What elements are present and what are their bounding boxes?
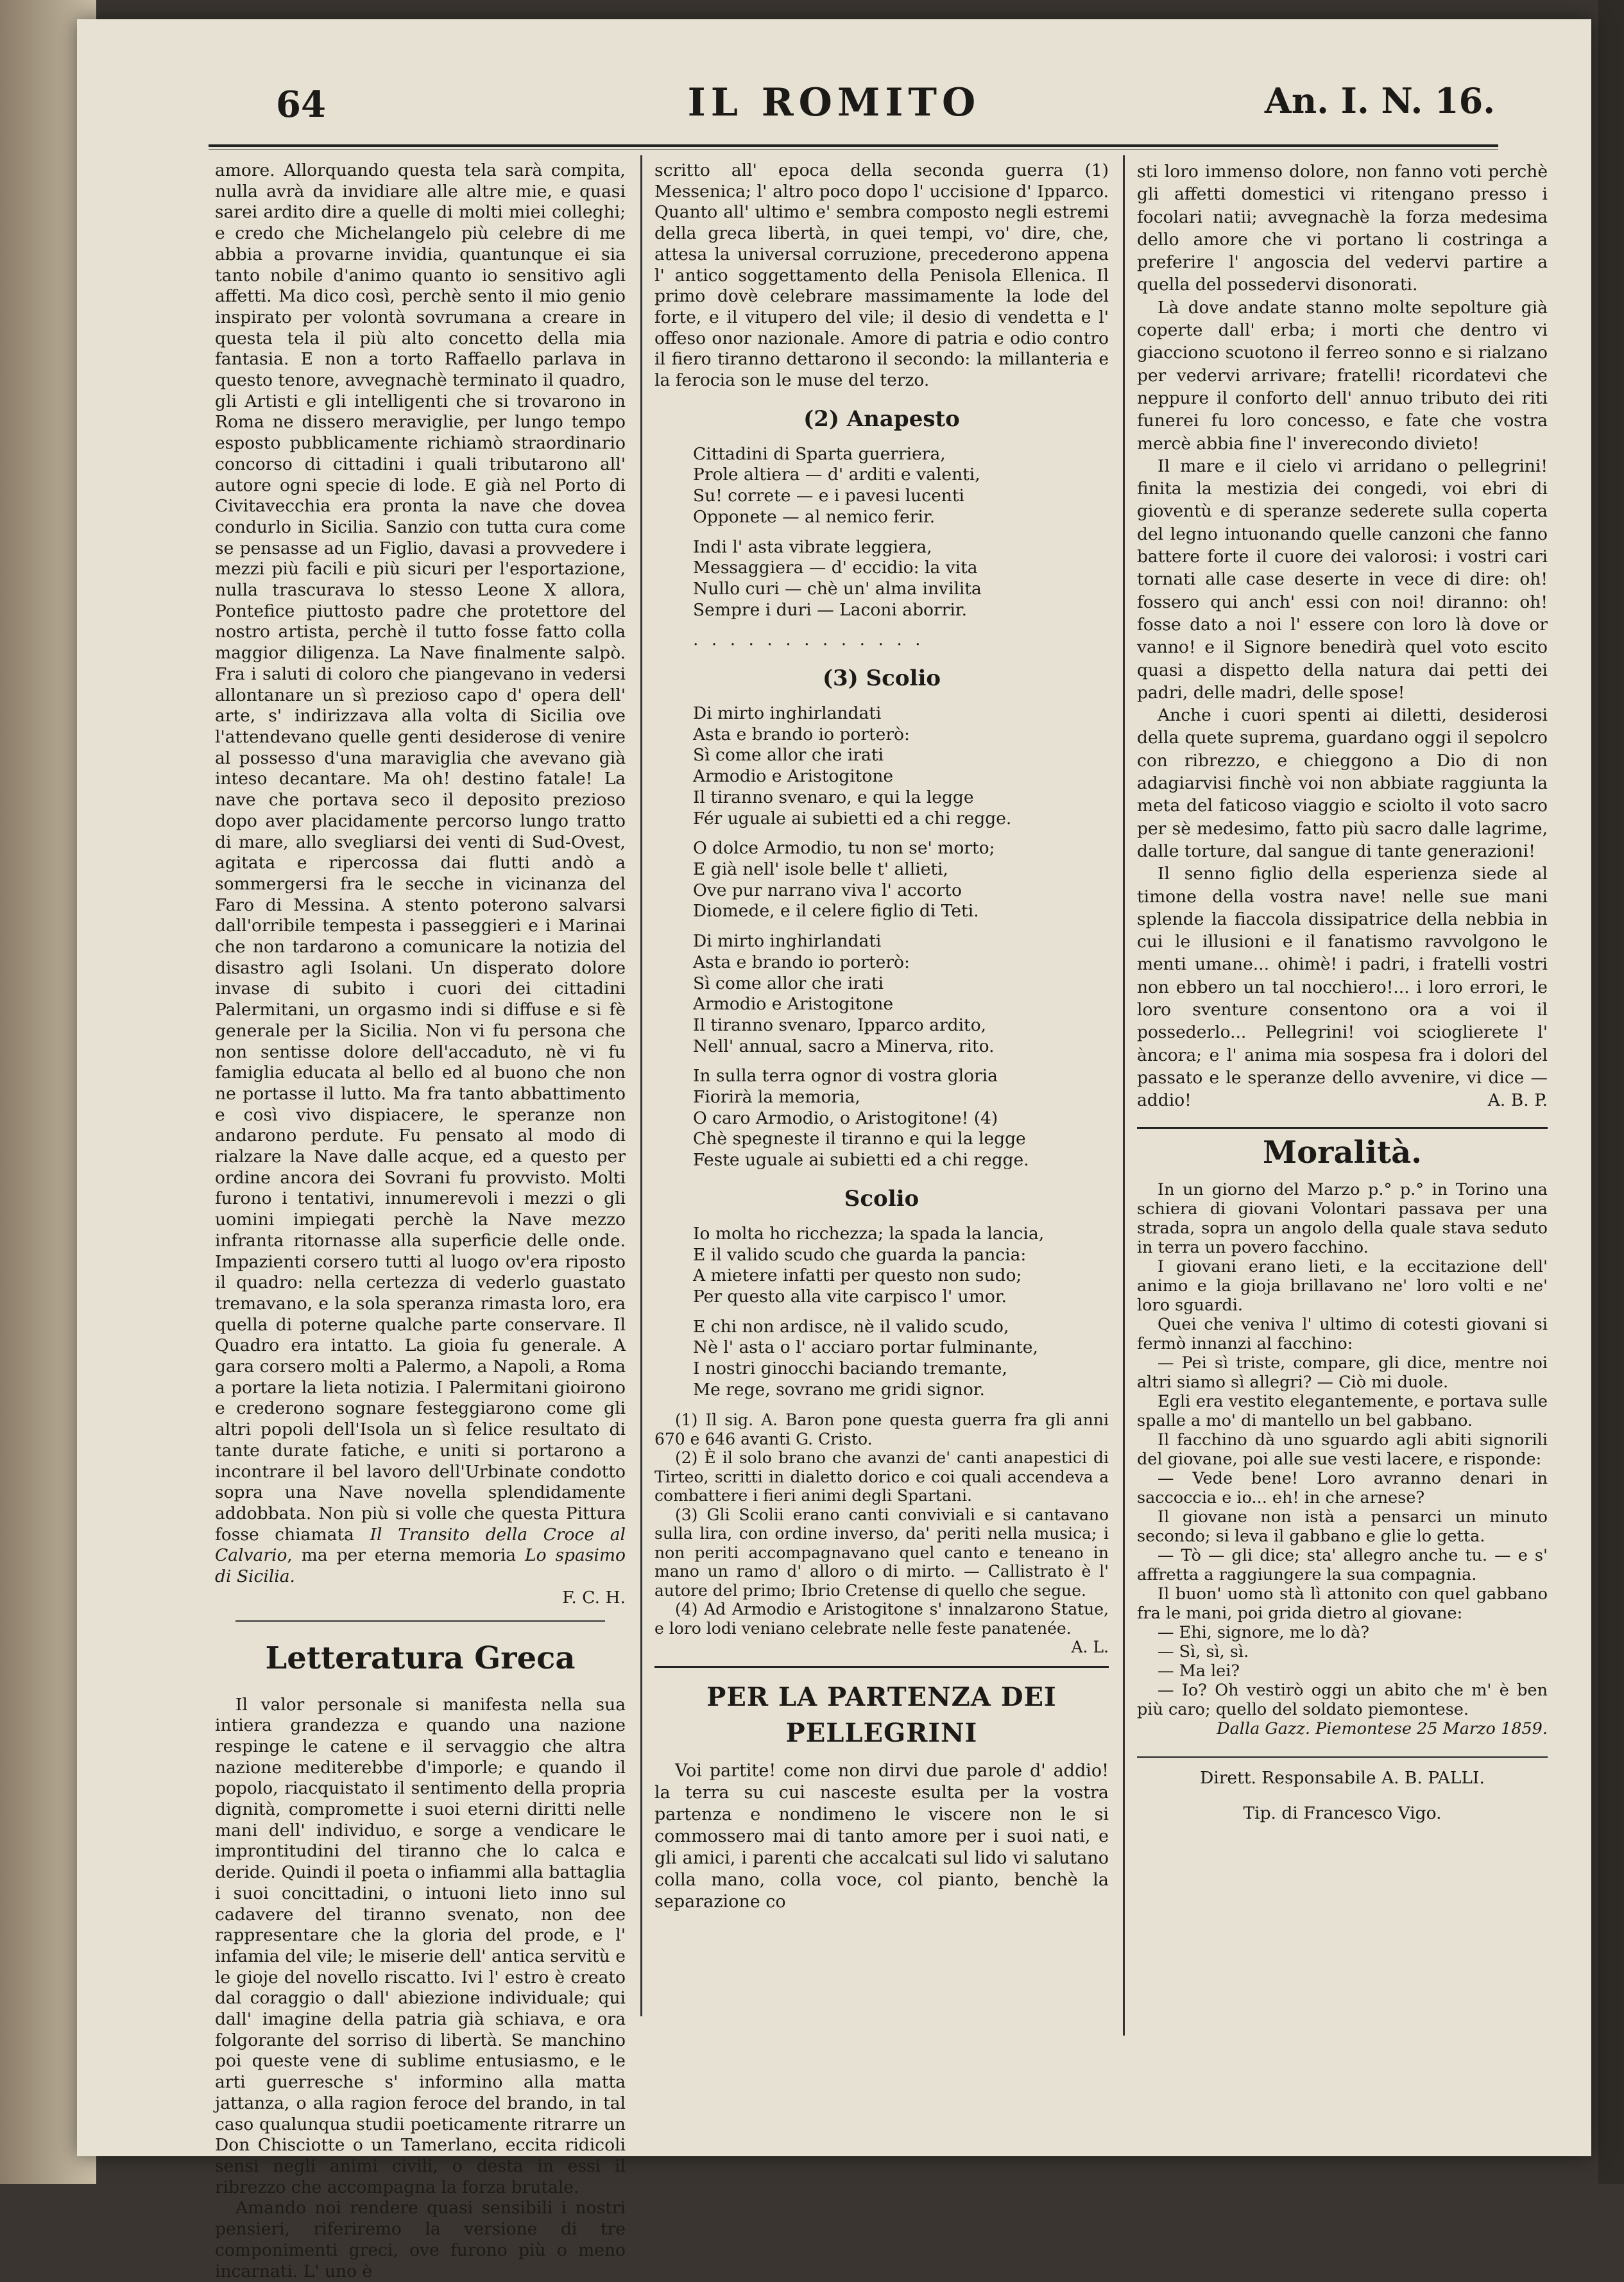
poem-scolio-2: Io molta ho ricchezza; la spada la lancia, E il valido scudo che guarda la pancia: A mietere infatti per questo non sudo; Per questo alla vite carpisco l' umor. E chi non ardisce, nè il valido scudo, Nè l' asta o l' acciaro portar fulminante, I nostri ginocchi baciando tremante, Me rege, sovrano me gridi signor.	[693, 1223, 1045, 1400]
footnote: (2) È il solo brano che avanzi de' canti anapestici di Tirteo, scritti in dialetto dorico e coi quali accendeva a combattere i fieri animi degli Spartani.	[654, 1448, 1109, 1506]
column-divider-1	[640, 155, 642, 2016]
section-rule	[1137, 1756, 1548, 1758]
section-rule	[1137, 1127, 1548, 1129]
moralita-source: Dalla Gazz. Piemontese 25 Marzo 1859.	[1217, 1719, 1548, 1738]
article-title-moralita: Moralità.	[1263, 1135, 1422, 1171]
imprint-director: Dirett. Responsabile A. B. PALLI.	[1200, 1767, 1485, 1788]
poem-title-scolio: (3) Scolio	[822, 665, 941, 692]
article-signature: F. C. H.	[562, 1587, 626, 1608]
poem-title-scolio-2: Scolio	[844, 1185, 919, 1212]
footnote: (1) Il sig. A. Baron pone questa guerra fra gli anni 670 e 646 avanti G. Cristo.	[654, 1411, 1109, 1448]
article-paragraph: Là dove andate stanno molte sepolture già coperte dall' erba; i morti che dentro vi giacciono scuotono il ferreo sonno e si rialzano per vedervi arrivare; fratelli! ricordatevi che neppure il conforto dell' annuo tributo dei riti funerei fu loro concesso, e fate che vostra mercè abbia fine l' inverecondo divieto!	[1137, 297, 1548, 454]
issue-number: An. I. N. 16.	[1264, 80, 1495, 121]
article-paragraph: Voi partite! come non dirvi due parole d' addio! la terra su cui nasceste esulta per la vostra partenza e nondimeno le viscere non le si commossero mai di tanto amore per i suoi nati, e gli amici, i parenti che accalcati sul lido vi salutano colla mano, colla voce, col pianto, benchè la separazione co	[654, 1760, 1109, 1912]
article-continuation-text: amore. Allorquando questa tela sarà compita, nulla avrà da invidiare alle altre mie, e quasi sarei ardito dire a quelle di molti miei colleghi; e credo che Michelangelo più celebre di me abbia a provarne invidia, quantunque ei sia tanto nobile d'animo quanto io sensitivo agli affetti. Ma dico così, perchè sento il mio genio inspirato per volontà sovrumana a creare in questa tela il più alto concetto della mia fantasia. E non a torto Raffaello parlava in questo tenore, avvegnachè terminato il quadro, gli Artisti e gli intelligenti che si trovarono in Roma ne dissero meraviglie, per lungo tempo esposto pubblicamente richiamò straordinario concorso di cittadini i quali tributarono all' autore ogni specie di lode. E già nel Porto di Civitavecchia era pronta la nave che dovea condurlo in Sicilia. Sanzio con tutta cura come se pensasse ad un Figlio, davasi a provvedere i mezzi più facili e più sicuri per l'esportazione, nulla trascurava lo stesso Leone X allora, Pontefice piuttosto padre che protettore del nostro artista, perchè il tutto fosse fatto colla maggior diligenza. La Nave finalmente salpò. Fra i saluti di coloro che piangevano in vedersi allontanare un sì prezioso capo d' opera dell' arte, s' indirizzava alla volta di Sicilia ove l'attendevano quelle genti desiderose di venire al possesso d'una maraviglia che avevano già inteso decantare. Ma oh! destino fatale! La nave che portava seco il deposito prezioso dopo aver placidamente percorso lungo tratto di mare, allo svegliarsi dei venti di Sud-Ovest, agitata e ripercossa dai flutti andò a sommergersi fra le secche in vicinanza del Faro di Messina. A stento poterono salvarsi dall'orribile tempesta i passeggieri e i Marinai che non tardarono a comunicare la notizia del disastro agli Isolani. Un disperato dolore invase di subito i cuori dei cittadini Palermitani, un orgasmo indi si diffuse e si fè generale per la Sicilia. Non vi fu persona che non sentisse dolore dell'accaduto, nè vi fu famiglia educata al bello ed al buono che non ne portasse il lutto. Ma fra tanto abbattimento e così vivo dispiacere, le speranze non andarono perdute. Fu pensato al modo di rialzare la Nave dalle acque, ed a questo per ordine ancora dei Sovrani fu provvisto. Molti furono i tentativi, innumerevoli i mezzi o gli uomini impiegati perchè la Nave mezzo infranta ritornasse alla superficie delle onde. Impazienti corsero tutti al luogo ov'era riposto il quadro: nella certezza di vederlo guastato tremavano, e la sola speranza rimasta loro, era quella di poterne qualche parte conservare. Il Quadro era intatto. La gioia fu generale. A gara corsero molti a Palermo, a Napoli, a Roma a portare la lieta notizia. I Palermitani gioirono e crederono sognare festeggiarono come gli altri popoli dell'Isola un sì felice resultato di tante durate fatiche, e uniti si portarono a incontrare il bel lavoro dell'Urbinate condotto sopra una Nave novella splendidamente addobbata. Non più si volle che questa Pittura fosse chiamata Il Transito della Croce al Calvario, ma per eterna memoria Lo spasimo di Sicilia.	[215, 160, 626, 1587]
article-paragraph: Il mare e il cielo vi arridano o pellegrini! finita la mestizia dei congedi, voi ebri di gioventù e di speranze sederete sulla coperta del legno intuonando quelle canzoni che fanno battere forte il cuore dei valorosi: i vostri cari tornati alle case deserte in vece di dire: oh! fossero qui anch' essi con noi! diranno: oh! fosse dato a noi l' essere con loro là dove or vanno! e il Signore benedirà quel voto escito quasi a dispetto della natura dai petti dei padri, delle madri, delle spose!	[1137, 456, 1548, 703]
footnotes	[654, 1411, 1109, 1657]
footnote-signature: A. L.	[1071, 1638, 1109, 1657]
article-paragraph: Anche i cuori spenti ai diletti, desiderosi della quete suprema, guardano oggi il sepolcro con ribrezzo, e chieggono a Dio di non adagiarvisi finchè voi non abbiate raggiunta la meta del faticoso viaggio e sciolto il voto sacro per sè medesimo, fatto più sacro dalle lagrime, dalle torture, dal sangue di tante generazioni!	[1137, 705, 1548, 861]
section-rule	[235, 1620, 605, 1622]
article-title-pellegrini: PER LA PARTENZA DEI PELLEGRINI	[706, 1681, 1057, 1748]
article-paragraph: sti loro immenso dolore, non fanno voti perchè gli affetti domestici vi ritengano presso i focolari natii; avvegnachè la forza medesima dello amore che vi portano li costringa a preferire l' angoscia del vedervi partire a quella del possedervi disonorati.	[1137, 162, 1548, 295]
footnote: (3) Gli Scolii erano canti conviviali e si cantavano sulla lira, con ordine inverso, da' periti nella musica; i non periti accompagnavano quel canto e teneano in mano un ramo d' alloro o di mirto. — Callistrato è l' autore del primo; Ibrio Cretense di quello che segue.	[654, 1505, 1109, 1600]
poem-anapesto: Cittadini di Sparta guerriera, Prole altiera — d' arditi e valenti, Su! correte — e i pavesi lucenti Opponete — al nemico ferir. Indi l' asta vibrate leggiera, Messaggiera — d' eccidio: la vita Nullo curi — chè un' alma invilita Sempre i duri — Laconi aborrir. . . . . . . . . . . . . .	[693, 443, 982, 650]
header-rule	[209, 144, 1498, 147]
column-1	[215, 160, 626, 2282]
newspaper-page	[77, 19, 1591, 2281]
article-paragraph: Il valor personale si manifesta nella sua intiera grandezza e quando una nazione respinge le catene e il servaggio che altra nazione mediterebbe d'imporle; e quando il popolo, riacquistato il sentimento della propria dignità, compromette i suoi eterni diritti nelle mani dell' individuo, e sorge a vendicare le improntitudini del tiranno che lo calca e deride. Quindi il poeta o infiammi alla battaglia i suoi concittadini, o intuoni lieto inno sul cadavere del tiranno svenato, non dee rappresentare che la gloria del prode, e l' infamia del vile; le miserie dell' antica servitù e le gioje del novello riscatto. Ivi l' estro è creato dal coraggio o dall' abiezione individuale; qui dall' imagine della patria già schiava, e ora folgorante del sorriso di libertà. Se manchino poi queste vene di sublime entusiasmo, e le arti guerresche s' informino alla matta jattanza, o alla ragion feroce del brando, in tal caso qualunqua studii poeticamente ritrarre un Don Chisciotte o un Tamerlano, eccita ridicoli sensi negli animi civili, o desta in essi il ribrezzo che accompagna la forza brutale.	[215, 1694, 626, 2197]
moralita-text: In un giorno del Marzo p.° p.° in Torino una schiera di giovani Volontari passava per una strada, sopra un angolo della quale stava seduto in terra un povero facchino. I giovani erano lieti, e la eccitazione dell' animo e la gioja brillavano ne' loro volti e ne' loro sguardi. Quei che veniva l' ultimo di cotesti giovani si fermò innanzi al facchino: — Pei sì triste, compare, gli dice, mentre noi altri siamo sì allegri? — Ciò mi duole. Egli era vestito elegantemente, e portava sulle spalle a mo' di mantello un bel gabbano. Il facchino dà uno sguardo agli abiti signorili del giovane, poi alle sue vesti lacere, e risponde: — Vede bene! Loro avranno denari in saccoccia e io... eh! in che arnese? Il giovane non istà a pensarci un minuto secondo; si leva il gabbano e glie lo getta. — Tò — gli dice; sta' allegro anche tu. — e s' affretta a raggiungere la sua compagnia. Il buon' uomo stà lì attonito con quel gabbano fra le mani, poi grida dietro al giovane: — Ehi, signore, me lo dà? — Sì, sì, sì. — Ma lei? — Io? Oh vestirò oggi un abito che m' è ben più caro; quello del soldato piemontese. Dalla Gazz. Piemontese 25 Marzo 1859.	[1137, 1180, 1548, 1738]
poem-scolio-1: Di mirto inghirlandati Asta e brando io porterò: Sì come allor che irati Armodio e Aristogitone Il tiranno svenaro, e qui la legge Fér uguale ai subietti ed a chi regge. O dolce Armodio, tu non se' morto; E già nell' isole belle t' allieti, Ove pur narrano viva l' accorto Diomede, e il celere figlio di Teti. Di mirto inghirlandati Asta e brando io porterò: Sì come allor che irati Armodio e Aristogitone Il tiranno svenaro, Ipparco ardito, Nell' annual, sacro a Minerva, rito. In sulla terra ognor di vostra gloria Fiorirà la memoria, O caro Armodio, o Aristogitone! (4) Chè spegneste il tiranno e qui la legge Feste uguale ai subietti ed a chi regge.	[693, 703, 1029, 1171]
background-right	[1598, 0, 1624, 2184]
page-header	[77, 77, 1591, 141]
article-paragraph: Il senno figlio della esperienza siede al timone della vostra nave! nelle sue mani splende la fiaccola dissipatrice della nebbia in cui le illusioni e il fanatismo ravvolgono le menti umane... ohimè! i padri, i fratelli vostri non ebbero un tal nocchiero!... i loro errori, le loro sventure consentono ora a voi il possederlo... Pellegrini! voi scioglierete l' àncora; e l' anima mia sospesa fra i dolori del passato e le speranze dello avvenire, vi dice — addio! A. B. P.	[1137, 864, 1548, 1111]
column-3	[1137, 160, 1548, 1824]
masthead-title: IL ROMITO	[687, 80, 981, 125]
column-2	[654, 160, 1109, 1913]
article-title: Letteratura Greca	[265, 1640, 576, 1676]
footnote: (4) Ad Armodio e Aristogitone s' innalzarono Statue, e loro lodi veniano celebrate nelle feste panatenée.	[654, 1600, 1109, 1638]
page-number: 64	[276, 83, 326, 126]
poem-title-anapesto: (2) Anapesto	[803, 406, 960, 432]
article-paragraph: scritto all' epoca della seconda guerra (1) Messenica; l' altro poco dopo l' uccisione d' Ipparco. Quanto all' ultimo e' sembra composto negli estremi della greca libertà, in quei tempi, vo' dire, che, attesa la universal corruzione, precederono appena l' antico soggettamento della Penisola Ellenica. Il primo dovè celebrare massimamente la lode del forte, e il vitupero del vile; il desio di vendetta e l' offeso onor nazionale. Amore di patria e odio contro il fiero tiranno dettarono il secondo: la millanteria e la ferocia son le muse del terzo.	[654, 160, 1109, 391]
column-divider-2	[1123, 155, 1125, 2036]
article-paragraph: Amando noi rendere quasi sensibili i nostri pensieri, riferiremo la versione di tre componimenti greci, ove furono più o meno incarnati. L' uno è	[215, 2198, 626, 2281]
section-rule	[654, 1666, 1109, 1668]
imprint-printer: Tip. di Francesco Vigo.	[1243, 1803, 1442, 1824]
